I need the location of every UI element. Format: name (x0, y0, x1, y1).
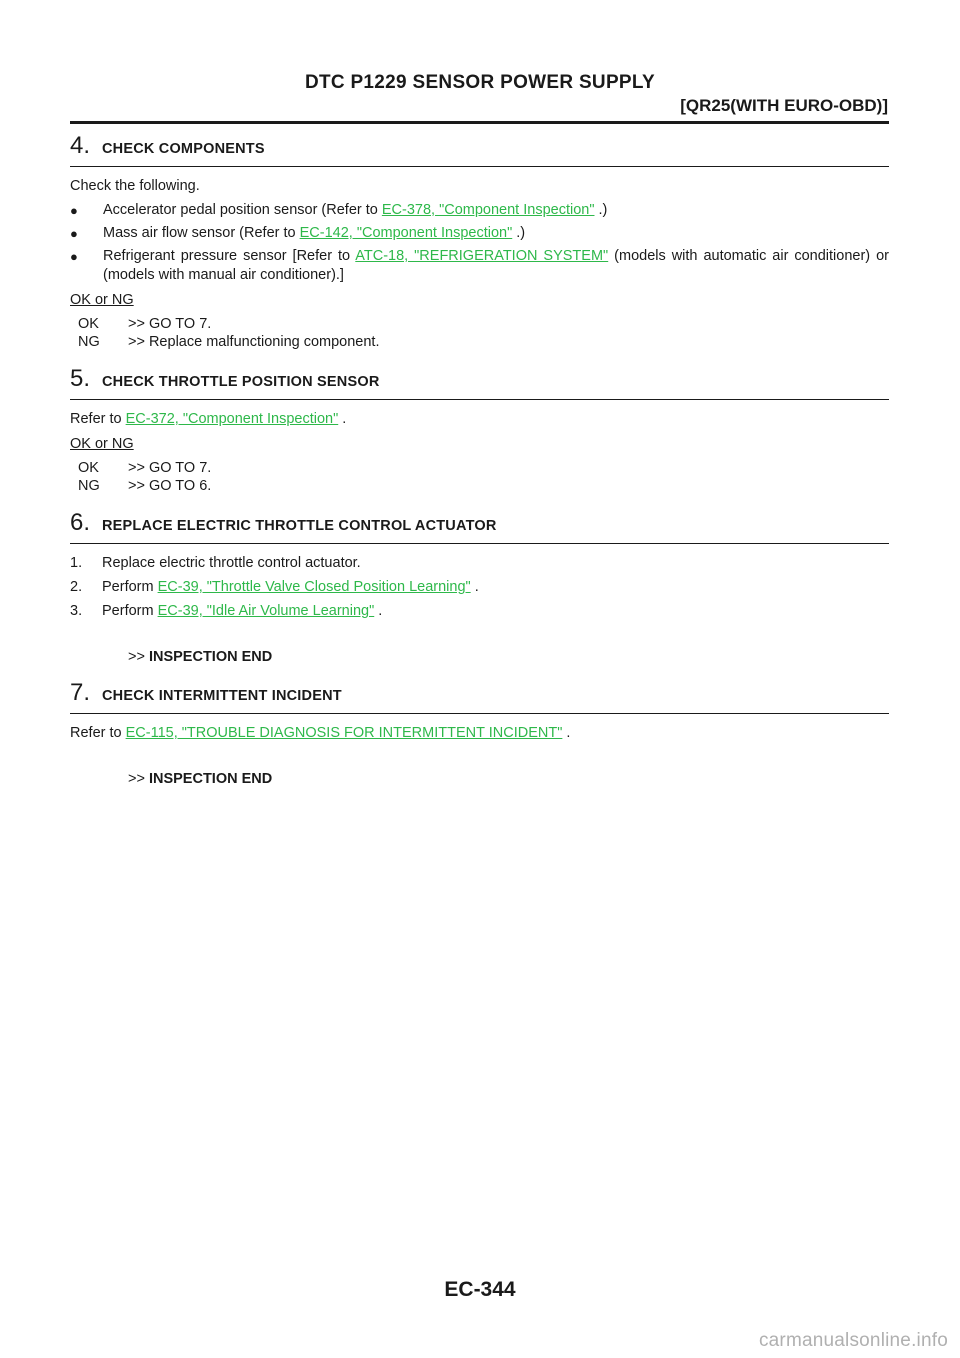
page-content (70, 132, 889, 801)
inspection-end: >> INSPECTION END (128, 771, 273, 787)
list-item: ● Accelerator pedal position sensor (Refer to EC-378, "Component Inspection" .) (70, 202, 608, 218)
step-4-intro: Check the following. (70, 178, 200, 194)
ok-ng-heading: OK or NG (70, 292, 134, 308)
link-ec-39-throttle-valve[interactable]: EC-39, "Throttle Valve Closed Position Learning" (157, 579, 471, 595)
step-title: REPLACE ELECTRIC THROTTLE CONTROL ACTUATOR (102, 518, 497, 534)
step-7-text: Refer to EC-115, "TROUBLE DIAGNOSIS FOR INTERMITTENT INCIDENT" . (70, 725, 571, 741)
header-divider (70, 121, 889, 124)
watermark: carmanualsonline.info (758, 1330, 948, 1351)
list-item: 2. Perform EC-39, "Throttle Valve Closed Position Learning" . (70, 579, 479, 595)
ok-ng-heading: OK or NG (70, 436, 134, 452)
procedure-list (70, 554, 889, 621)
result-ok: OK >> GO TO 7. (78, 460, 212, 476)
inspection-end: >> INSPECTION END (128, 649, 273, 665)
step-title: CHECK COMPONENTS (102, 141, 265, 157)
step-6-heading (70, 509, 889, 544)
step-5-heading (70, 365, 889, 400)
step-4 (70, 132, 889, 351)
step-6 (70, 509, 889, 665)
step-7-heading (70, 679, 889, 714)
result-ok: OK >> GO TO 7. (78, 316, 212, 332)
link-ec-39-idle-air[interactable]: EC-39, "Idle Air Volume Learning" (157, 603, 375, 619)
step-7 (70, 679, 889, 787)
link-ec-372[interactable]: EC-372, "Component Inspection" (125, 411, 339, 427)
step-5 (70, 365, 889, 495)
link-ec-115[interactable]: EC-115, "TROUBLE DIAGNOSIS FOR INTERMITTENT INCIDENT" (125, 725, 563, 741)
list-item: ● Refrigerant pressure sensor [Refer to ATC-18, "REFRIGERATION SYSTEM" (models with automatic air conditioner) or (models with manual air conditioner).] (70, 248, 889, 283)
step-number: 6. (70, 509, 91, 536)
link-ec-378[interactable]: EC-378, "Component Inspection" (381, 202, 595, 218)
engine-variant-label: [QR25(WITH EURO-OBD)] (680, 96, 888, 115)
step-5-results (70, 459, 889, 495)
step-number: 4. (70, 132, 91, 159)
page-title: DTC P1229 SENSOR POWER SUPPLY (304, 72, 656, 93)
result-ng: NG >> GO TO 6. (78, 478, 212, 494)
bullet-icon: ● (70, 226, 78, 241)
component-list (70, 201, 889, 285)
step-number: 7. (70, 679, 91, 706)
result-ng: NG >> Replace malfunctioning component. (78, 334, 380, 350)
step-number: 5. (70, 365, 91, 392)
page-number: EC-344 (444, 1278, 516, 1301)
list-item: ● Mass air flow sensor (Refer to EC-142, "Component Inspection" .) (70, 225, 526, 241)
link-atc-18[interactable]: ATC-18, "REFRIGERATION SYSTEM" (355, 248, 609, 264)
step-4-heading (70, 132, 889, 167)
step-4-results (70, 315, 889, 351)
list-item: 3. Perform EC-39, "Idle Air Volume Learning" . (70, 603, 383, 619)
bullet-icon: ● (70, 249, 78, 264)
step-5-text: Refer to EC-372, "Component Inspection" . (70, 411, 347, 427)
step-title: CHECK INTERMITTENT INCIDENT (102, 688, 342, 704)
link-ec-142[interactable]: EC-142, "Component Inspection" (299, 225, 513, 241)
step-title: CHECK THROTTLE POSITION SENSOR (102, 374, 380, 390)
bullet-icon: ● (70, 203, 78, 218)
list-item: 1. Replace electric throttle control actuator. (70, 555, 361, 571)
